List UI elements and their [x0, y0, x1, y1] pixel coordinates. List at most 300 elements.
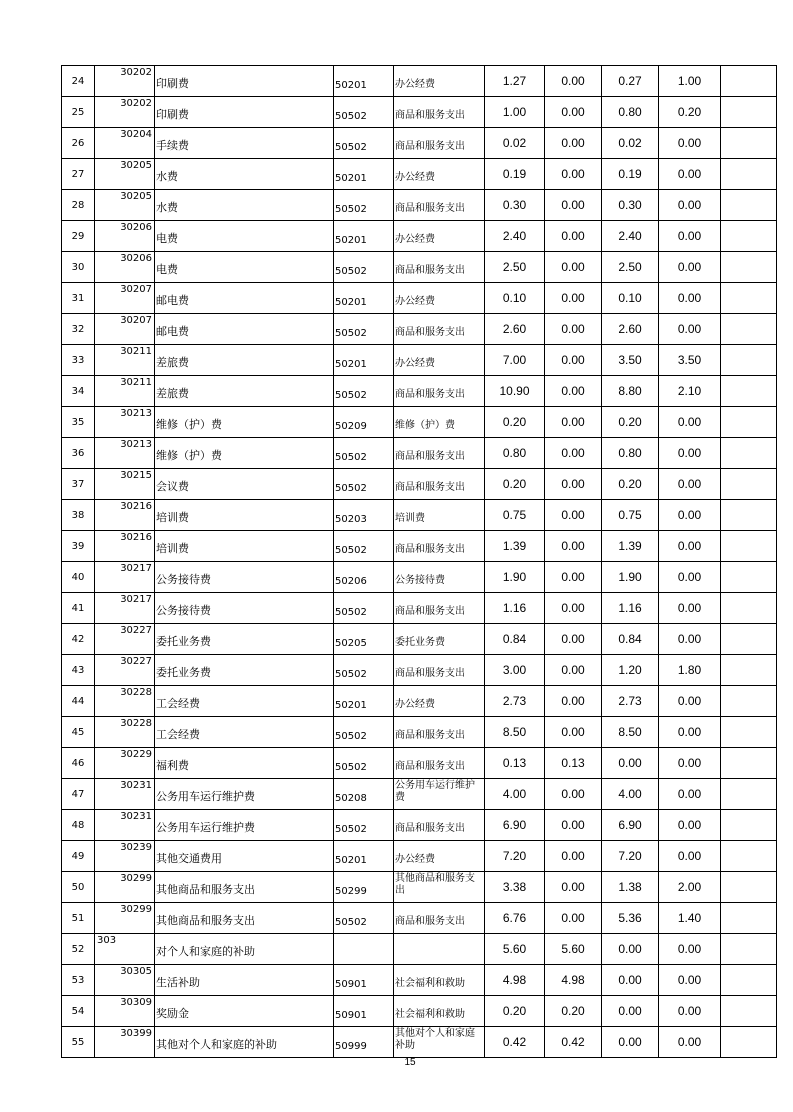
amount-col-2: 0.00 — [602, 1027, 659, 1058]
amount-col-3: 0.20 — [659, 97, 721, 128]
blank-cell — [721, 717, 777, 748]
amount-col-2: 0.84 — [602, 624, 659, 655]
function-name: 办公经费 — [394, 345, 485, 376]
function-name: 商品和服务支出 — [394, 438, 485, 469]
total-amount: 0.10 — [485, 283, 545, 314]
amount-col-1: 0.00 — [545, 903, 602, 934]
amount-col-1: 0.00 — [545, 438, 602, 469]
total-amount: 8.50 — [485, 717, 545, 748]
total-amount: 1.16 — [485, 593, 545, 624]
table-row — [62, 624, 777, 655]
table-row — [62, 531, 777, 562]
econ-class-code: 30299 — [95, 903, 155, 934]
row-number: 49 — [62, 841, 95, 872]
amount-col-2: 0.10 — [602, 283, 659, 314]
function-code: 50502 — [334, 810, 394, 841]
total-amount: 7.00 — [485, 345, 545, 376]
blank-cell — [721, 748, 777, 779]
table-row — [62, 345, 777, 376]
row-number: 37 — [62, 469, 95, 500]
econ-class-name: 水费 — [155, 159, 334, 190]
total-amount: 2.50 — [485, 252, 545, 283]
table-row — [62, 66, 777, 97]
function-name: 办公经费 — [394, 686, 485, 717]
amount-col-1: 0.00 — [545, 252, 602, 283]
function-name: 商品和服务支出 — [394, 314, 485, 345]
row-number: 43 — [62, 655, 95, 686]
amount-col-1: 0.00 — [545, 779, 602, 810]
amount-col-2: 0.20 — [602, 407, 659, 438]
function-code: 50299 — [334, 872, 394, 903]
row-number: 28 — [62, 190, 95, 221]
amount-col-3: 0.00 — [659, 190, 721, 221]
function-code: 50201 — [334, 221, 394, 252]
table-row — [62, 717, 777, 748]
amount-col-1: 0.00 — [545, 593, 602, 624]
function-code: 50201 — [334, 66, 394, 97]
amount-col-3: 0.00 — [659, 717, 721, 748]
table-row — [62, 314, 777, 345]
row-number: 47 — [62, 779, 95, 810]
econ-class-name: 邮电费 — [155, 283, 334, 314]
function-name: 商品和服务支出 — [394, 655, 485, 686]
function-name: 社会福利和救助 — [394, 996, 485, 1027]
amount-col-2: 0.27 — [602, 66, 659, 97]
econ-class-name: 委托业务费 — [155, 655, 334, 686]
table-row — [62, 469, 777, 500]
econ-class-code: 30204 — [95, 128, 155, 159]
amount-col-3: 0.00 — [659, 624, 721, 655]
function-name: 培训费 — [394, 500, 485, 531]
blank-cell — [721, 159, 777, 190]
amount-col-3: 0.00 — [659, 314, 721, 345]
table-row — [62, 748, 777, 779]
blank-cell — [721, 469, 777, 500]
page-number: 15 — [404, 1057, 416, 1068]
amount-col-1: 0.20 — [545, 996, 602, 1027]
total-amount: 4.98 — [485, 965, 545, 996]
table-row — [62, 407, 777, 438]
amount-col-1: 0.00 — [545, 345, 602, 376]
blank-cell — [721, 686, 777, 717]
amount-col-1: 4.98 — [545, 965, 602, 996]
amount-col-3: 0.00 — [659, 965, 721, 996]
econ-class-name: 工会经费 — [155, 717, 334, 748]
econ-class-code: 30309 — [95, 996, 155, 1027]
row-number: 41 — [62, 593, 95, 624]
amount-col-2: 1.90 — [602, 562, 659, 593]
econ-class-code: 30239 — [95, 841, 155, 872]
blank-cell — [721, 779, 777, 810]
function-code: 50901 — [334, 965, 394, 996]
total-amount: 0.42 — [485, 1027, 545, 1058]
amount-col-3: 1.80 — [659, 655, 721, 686]
table-row — [62, 686, 777, 717]
row-number: 31 — [62, 283, 95, 314]
function-name: 委托业务费 — [394, 624, 485, 655]
function-code: 50209 — [334, 407, 394, 438]
econ-class-name: 电费 — [155, 221, 334, 252]
blank-cell — [721, 624, 777, 655]
amount-col-2: 0.00 — [602, 934, 659, 965]
econ-class-name: 手续费 — [155, 128, 334, 159]
row-number: 30 — [62, 252, 95, 283]
row-number: 51 — [62, 903, 95, 934]
amount-col-2: 0.00 — [602, 748, 659, 779]
blank-cell — [721, 841, 777, 872]
function-code: 50206 — [334, 562, 394, 593]
table-row — [62, 500, 777, 531]
amount-col-1: 0.00 — [545, 221, 602, 252]
amount-col-3: 0.00 — [659, 469, 721, 500]
function-name: 商品和服务支出 — [394, 531, 485, 562]
row-number: 34 — [62, 376, 95, 407]
function-name: 商品和服务支出 — [394, 903, 485, 934]
table-row — [62, 376, 777, 407]
econ-class-name: 培训费 — [155, 500, 334, 531]
amount-col-2: 0.00 — [602, 965, 659, 996]
amount-col-1: 0.00 — [545, 655, 602, 686]
amount-col-2: 1.20 — [602, 655, 659, 686]
function-code: 50201 — [334, 686, 394, 717]
table-row — [62, 159, 777, 190]
table-row — [62, 996, 777, 1027]
blank-cell — [721, 438, 777, 469]
function-name: 其他商品和服务支出 — [394, 872, 485, 903]
function-name: 办公经费 — [394, 841, 485, 872]
table-row — [62, 252, 777, 283]
econ-class-name: 维修（护）费 — [155, 407, 334, 438]
table-row — [62, 655, 777, 686]
amount-col-3: 0.00 — [659, 841, 721, 872]
table-row — [62, 903, 777, 934]
econ-class-code: 30213 — [95, 438, 155, 469]
amount-col-2: 0.30 — [602, 190, 659, 221]
table-row — [62, 593, 777, 624]
total-amount: 7.20 — [485, 841, 545, 872]
table-row — [62, 128, 777, 159]
econ-class-name: 生活补助 — [155, 965, 334, 996]
amount-col-2: 0.19 — [602, 159, 659, 190]
blank-cell — [721, 407, 777, 438]
table-row — [62, 841, 777, 872]
amount-col-1: 0.42 — [545, 1027, 602, 1058]
econ-class-code: 30229 — [95, 748, 155, 779]
econ-class-code: 30231 — [95, 810, 155, 841]
econ-class-code: 30231 — [95, 779, 155, 810]
blank-cell — [721, 66, 777, 97]
table-row — [62, 872, 777, 903]
blank-cell — [721, 810, 777, 841]
amount-col-3: 0.00 — [659, 500, 721, 531]
econ-class-name: 差旅费 — [155, 345, 334, 376]
table-row — [62, 283, 777, 314]
table-row — [62, 934, 777, 965]
econ-class-code: 30202 — [95, 97, 155, 128]
blank-cell — [721, 965, 777, 996]
econ-class-code: 30213 — [95, 407, 155, 438]
blank-cell — [721, 500, 777, 531]
row-number: 24 — [62, 66, 95, 97]
blank-cell — [721, 97, 777, 128]
econ-class-name: 其他商品和服务支出 — [155, 872, 334, 903]
amount-col-1: 0.00 — [545, 624, 602, 655]
amount-col-1: 0.00 — [545, 66, 602, 97]
amount-col-2: 4.00 — [602, 779, 659, 810]
econ-class-name: 邮电费 — [155, 314, 334, 345]
blank-cell — [721, 872, 777, 903]
row-number: 36 — [62, 438, 95, 469]
total-amount: 0.75 — [485, 500, 545, 531]
function-code: 50502 — [334, 903, 394, 934]
amount-col-2: 8.80 — [602, 376, 659, 407]
amount-col-1: 0.00 — [545, 190, 602, 221]
total-amount: 2.40 — [485, 221, 545, 252]
econ-class-code: 30227 — [95, 655, 155, 686]
blank-cell — [721, 376, 777, 407]
function-name: 商品和服务支出 — [394, 252, 485, 283]
amount-col-3: 0.00 — [659, 810, 721, 841]
row-number: 45 — [62, 717, 95, 748]
econ-class-code: 30228 — [95, 717, 155, 748]
total-amount: 0.30 — [485, 190, 545, 221]
total-amount: 6.90 — [485, 810, 545, 841]
econ-class-name: 其他商品和服务支出 — [155, 903, 334, 934]
amount-col-2: 2.60 — [602, 314, 659, 345]
amount-col-3: 0.00 — [659, 252, 721, 283]
total-amount: 0.02 — [485, 128, 545, 159]
function-code: 50201 — [334, 841, 394, 872]
row-number: 53 — [62, 965, 95, 996]
function-name: 商品和服务支出 — [394, 717, 485, 748]
amount-col-3: 1.00 — [659, 66, 721, 97]
amount-col-3: 0.00 — [659, 1027, 721, 1058]
econ-class-name: 公务用车运行维护费 — [155, 779, 334, 810]
function-name: 商品和服务支出 — [394, 469, 485, 500]
amount-col-3: 2.10 — [659, 376, 721, 407]
amount-col-2: 0.80 — [602, 438, 659, 469]
econ-class-code: 30205 — [95, 159, 155, 190]
table-row — [62, 562, 777, 593]
amount-col-3: 0.00 — [659, 779, 721, 810]
row-number: 54 — [62, 996, 95, 1027]
total-amount: 0.20 — [485, 407, 545, 438]
amount-col-1: 0.00 — [545, 159, 602, 190]
econ-class-name: 差旅费 — [155, 376, 334, 407]
amount-col-1: 0.13 — [545, 748, 602, 779]
amount-col-3: 0.00 — [659, 407, 721, 438]
total-amount: 0.20 — [485, 996, 545, 1027]
blank-cell — [721, 996, 777, 1027]
function-name: 商品和服务支出 — [394, 128, 485, 159]
econ-class-code: 30305 — [95, 965, 155, 996]
blank-cell — [721, 593, 777, 624]
function-name: 商品和服务支出 — [394, 376, 485, 407]
amount-col-2: 2.73 — [602, 686, 659, 717]
total-amount: 1.00 — [485, 97, 545, 128]
function-name: 其他对个人和家庭补助 — [394, 1027, 485, 1058]
table-row — [62, 221, 777, 252]
amount-col-3: 0.00 — [659, 686, 721, 717]
function-code: 50201 — [334, 345, 394, 376]
function-code: 50502 — [334, 593, 394, 624]
blank-cell — [721, 314, 777, 345]
row-number: 55 — [62, 1027, 95, 1058]
amount-col-2: 0.00 — [602, 996, 659, 1027]
row-number: 42 — [62, 624, 95, 655]
amount-col-3: 3.50 — [659, 345, 721, 376]
econ-class-code: 30205 — [95, 190, 155, 221]
row-number: 26 — [62, 128, 95, 159]
function-code: 50201 — [334, 159, 394, 190]
blank-cell — [721, 283, 777, 314]
function-code: 50502 — [334, 531, 394, 562]
table-row — [62, 779, 777, 810]
econ-class-code: 30207 — [95, 314, 155, 345]
function-name: 办公经费 — [394, 221, 485, 252]
amount-col-1: 0.00 — [545, 314, 602, 345]
row-number: 39 — [62, 531, 95, 562]
function-code: 50208 — [334, 779, 394, 810]
function-code: 50203 — [334, 500, 394, 531]
econ-class-name: 奖励金 — [155, 996, 334, 1027]
table-row — [62, 438, 777, 469]
row-number: 52 — [62, 934, 95, 965]
total-amount: 1.27 — [485, 66, 545, 97]
amount-col-2: 0.80 — [602, 97, 659, 128]
function-name: 办公经费 — [394, 283, 485, 314]
econ-class-code: 30211 — [95, 376, 155, 407]
function-code: 50502 — [334, 655, 394, 686]
amount-col-1: 0.00 — [545, 686, 602, 717]
row-number: 44 — [62, 686, 95, 717]
blank-cell — [721, 934, 777, 965]
econ-class-code: 30399 — [95, 1027, 155, 1058]
total-amount: 4.00 — [485, 779, 545, 810]
table-row — [62, 97, 777, 128]
function-code — [334, 934, 394, 965]
function-code: 50502 — [334, 252, 394, 283]
function-code: 50502 — [334, 190, 394, 221]
row-number: 29 — [62, 221, 95, 252]
econ-class-name: 公务接待费 — [155, 562, 334, 593]
amount-col-2: 1.39 — [602, 531, 659, 562]
function-code: 50502 — [334, 128, 394, 159]
function-code: 50502 — [334, 717, 394, 748]
amount-col-3: 0.00 — [659, 159, 721, 190]
total-amount: 2.60 — [485, 314, 545, 345]
amount-col-3: 1.40 — [659, 903, 721, 934]
econ-class-code: 30206 — [95, 221, 155, 252]
amount-col-1: 0.00 — [545, 531, 602, 562]
econ-class-name: 对个人和家庭的补助 — [155, 934, 334, 965]
row-number: 48 — [62, 810, 95, 841]
function-name: 商品和服务支出 — [394, 97, 485, 128]
econ-class-name: 水费 — [155, 190, 334, 221]
econ-class-name: 培训费 — [155, 531, 334, 562]
econ-class-code: 30202 — [95, 66, 155, 97]
amount-col-2: 0.02 — [602, 128, 659, 159]
econ-class-code: 30217 — [95, 593, 155, 624]
function-code: 50901 — [334, 996, 394, 1027]
row-number: 46 — [62, 748, 95, 779]
amount-col-3: 0.00 — [659, 221, 721, 252]
function-name: 办公经费 — [394, 159, 485, 190]
total-amount: 10.90 — [485, 376, 545, 407]
amount-col-1: 0.00 — [545, 872, 602, 903]
amount-col-3: 0.00 — [659, 438, 721, 469]
function-name: 商品和服务支出 — [394, 593, 485, 624]
econ-class-code: 303 — [95, 934, 155, 965]
amount-col-1: 0.00 — [545, 283, 602, 314]
amount-col-2: 2.40 — [602, 221, 659, 252]
total-amount: 0.20 — [485, 469, 545, 500]
function-name: 办公经费 — [394, 66, 485, 97]
function-name: 商品和服务支出 — [394, 748, 485, 779]
row-number: 40 — [62, 562, 95, 593]
table-row — [62, 190, 777, 221]
function-code: 50502 — [334, 438, 394, 469]
total-amount: 2.73 — [485, 686, 545, 717]
econ-class-name: 其他交通费用 — [155, 841, 334, 872]
amount-col-3: 0.00 — [659, 562, 721, 593]
econ-class-name: 其他对个人和家庭的补助 — [155, 1027, 334, 1058]
function-code: 50502 — [334, 314, 394, 345]
amount-col-1: 0.00 — [545, 500, 602, 531]
amount-col-2: 0.75 — [602, 500, 659, 531]
blank-cell — [721, 531, 777, 562]
econ-class-name: 委托业务费 — [155, 624, 334, 655]
function-code: 50205 — [334, 624, 394, 655]
function-name: 商品和服务支出 — [394, 190, 485, 221]
blank-cell — [721, 252, 777, 283]
row-number: 32 — [62, 314, 95, 345]
econ-class-code: 30216 — [95, 531, 155, 562]
blank-cell — [721, 655, 777, 686]
econ-class-code: 30211 — [95, 345, 155, 376]
amount-col-3: 0.00 — [659, 593, 721, 624]
amount-col-1: 0.00 — [545, 810, 602, 841]
amount-col-1: 0.00 — [545, 717, 602, 748]
table-row — [62, 965, 777, 996]
econ-class-name: 公务接待费 — [155, 593, 334, 624]
row-number: 33 — [62, 345, 95, 376]
blank-cell — [721, 221, 777, 252]
blank-cell — [721, 562, 777, 593]
econ-class-name: 会议费 — [155, 469, 334, 500]
blank-cell — [721, 1027, 777, 1058]
blank-cell — [721, 190, 777, 221]
amount-col-3: 2.00 — [659, 872, 721, 903]
amount-col-1: 0.00 — [545, 407, 602, 438]
function-name — [394, 934, 485, 965]
row-number: 38 — [62, 500, 95, 531]
function-name: 公务接待费 — [394, 562, 485, 593]
expenditure-table — [61, 65, 777, 1058]
econ-class-name: 工会经费 — [155, 686, 334, 717]
total-amount: 0.80 — [485, 438, 545, 469]
total-amount: 0.19 — [485, 159, 545, 190]
amount-col-2: 5.36 — [602, 903, 659, 934]
amount-col-3: 0.00 — [659, 748, 721, 779]
function-code: 50502 — [334, 376, 394, 407]
function-code: 50201 — [334, 283, 394, 314]
econ-class-code: 30216 — [95, 500, 155, 531]
blank-cell — [721, 128, 777, 159]
total-amount: 5.60 — [485, 934, 545, 965]
econ-class-code: 30207 — [95, 283, 155, 314]
total-amount: 0.84 — [485, 624, 545, 655]
